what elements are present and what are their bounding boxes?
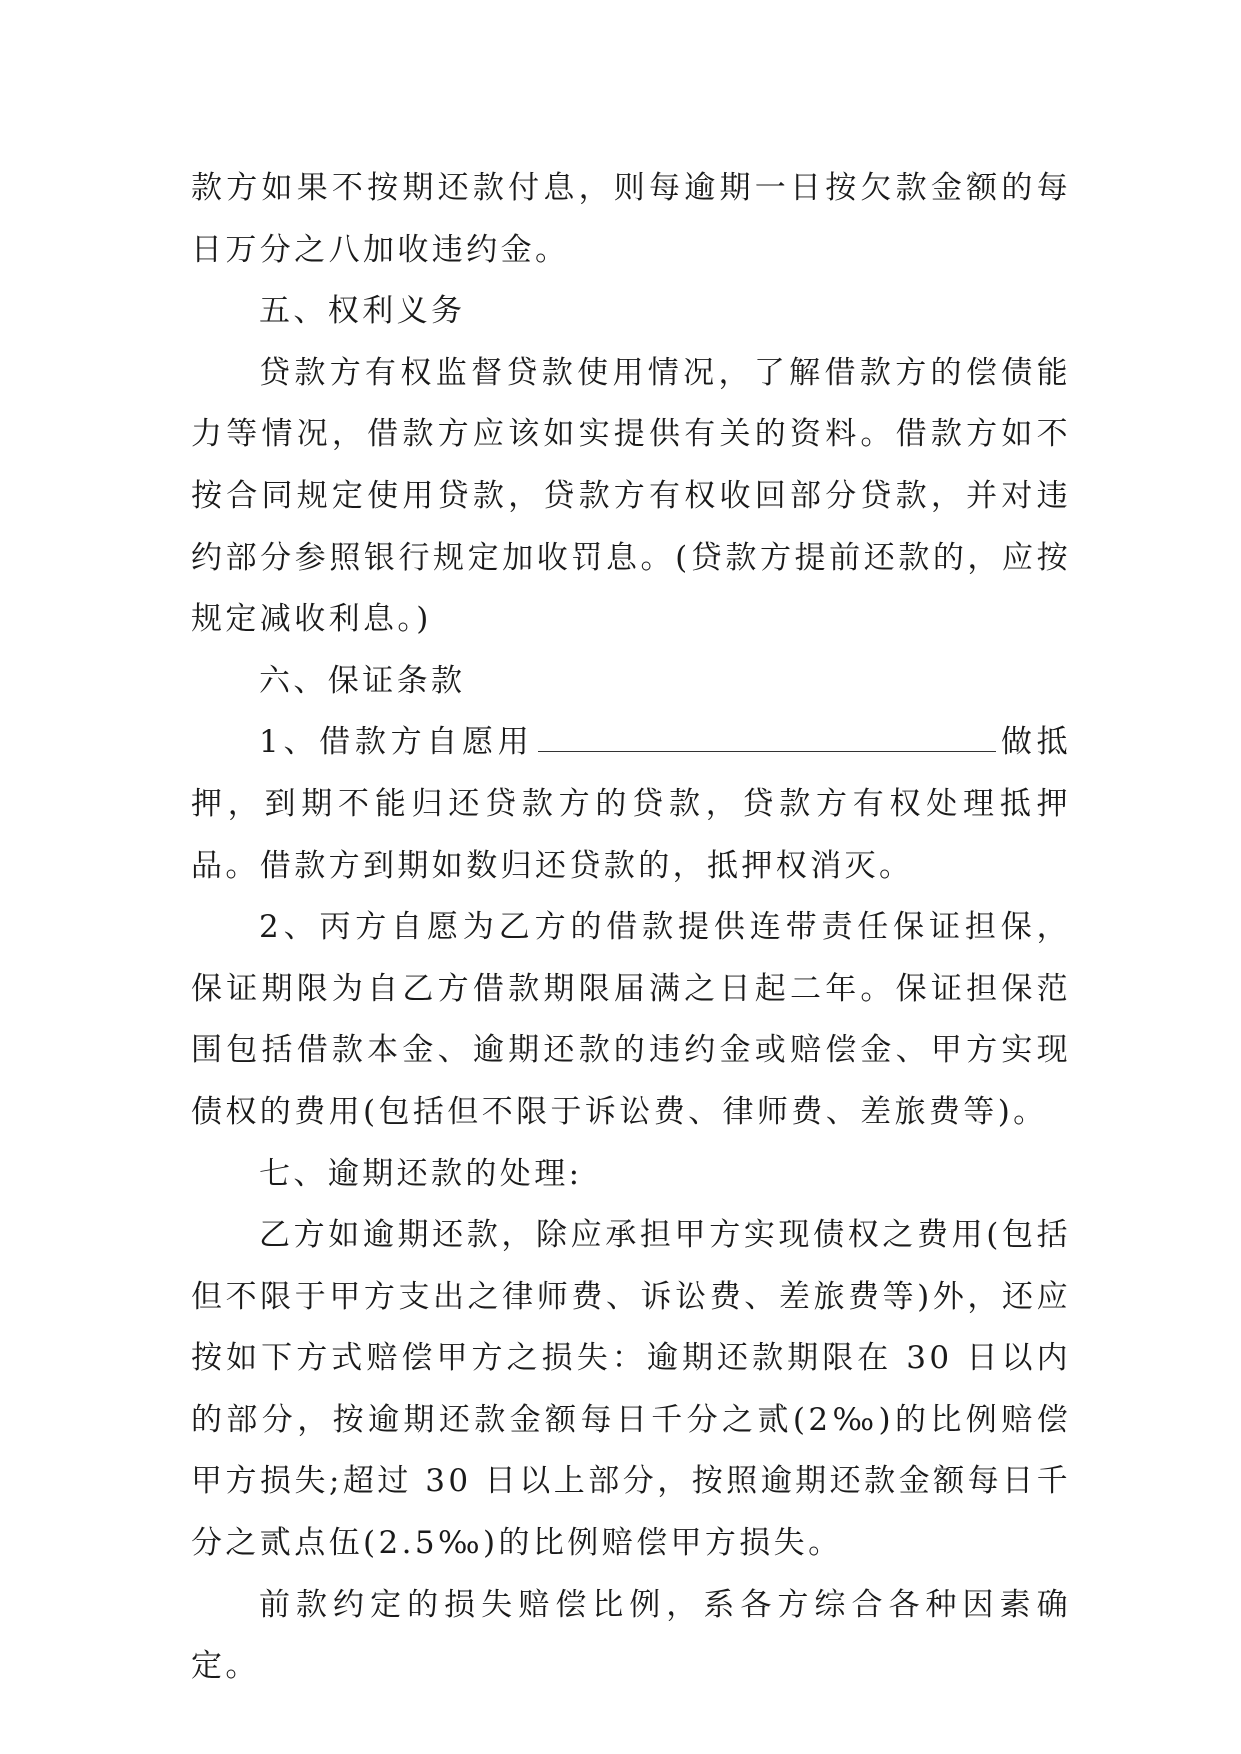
document-body [191,158,1071,1698]
paragraph-guarantee-collateral [191,712,1071,897]
collateral-blank-line [538,721,996,752]
section-heading-overdue: 七、逾期还款的处理: [259,1155,583,1192]
paragraph-penalty-continuation: 款方如果不按期还款付息，则每逾期一日按欠款金额的每日万分之八加收违约金。 [191,170,1071,268]
paragraph-overdue-handling: 乙方如逾期还款，除应承担甲方实现债权之费用(包括但不限于甲方支出之律师费、诉讼费、差旅费等)外，还应按如下方式赔偿甲方之损失：逾期还款期限在 30 日以内的部分，按逾期还款金额每日千分之贰(2‰)的比例赔偿甲方损失;超过 30 日以上部分，按照逾期还款金额每日千分之贰点伍(2.5‰)的比例赔偿甲方损失。 [191,1217,1071,1562]
section-heading-rights-obligations: 五、权利义务 [259,293,466,330]
paragraph-rights-obligations: 贷款方有权监督贷款使用情况，了解借款方的偿债能力等情况，借款方应该如实提供有关的资料。借款方如不按合同规定使用贷款，贷款方有权收回部分贷款，并对违约部分参照银行规定加收罚息。(贷款方提前还款的，应按规定减收利息。) [191,354,1071,638]
collateral-text-after: 做抵押，到期不能归还贷款方的贷款，贷款方有权处理抵押品。借款方到期如数归还贷款的，抵押权消灭。 [191,724,1071,884]
paragraph-guarantee-joint-liability: 2、丙方自愿为乙方的借款提供连带责任保证担保，保证期限为自乙方借款期限届满之日起二年。保证担保范围包括借款本金、逾期还款的违约金或赔偿金、甲方实现债权的费用(包括但不限于诉讼费、律师费、差旅费等)。 [191,909,1071,1130]
section-heading-guarantee: 六、保证条款 [259,662,466,699]
paragraph-loss-ratio: 前款约定的损失赔偿比例，系各方综合各种因素确定。 [191,1586,1071,1685]
collateral-text-before: 1、借款方自愿用 [259,724,534,761]
